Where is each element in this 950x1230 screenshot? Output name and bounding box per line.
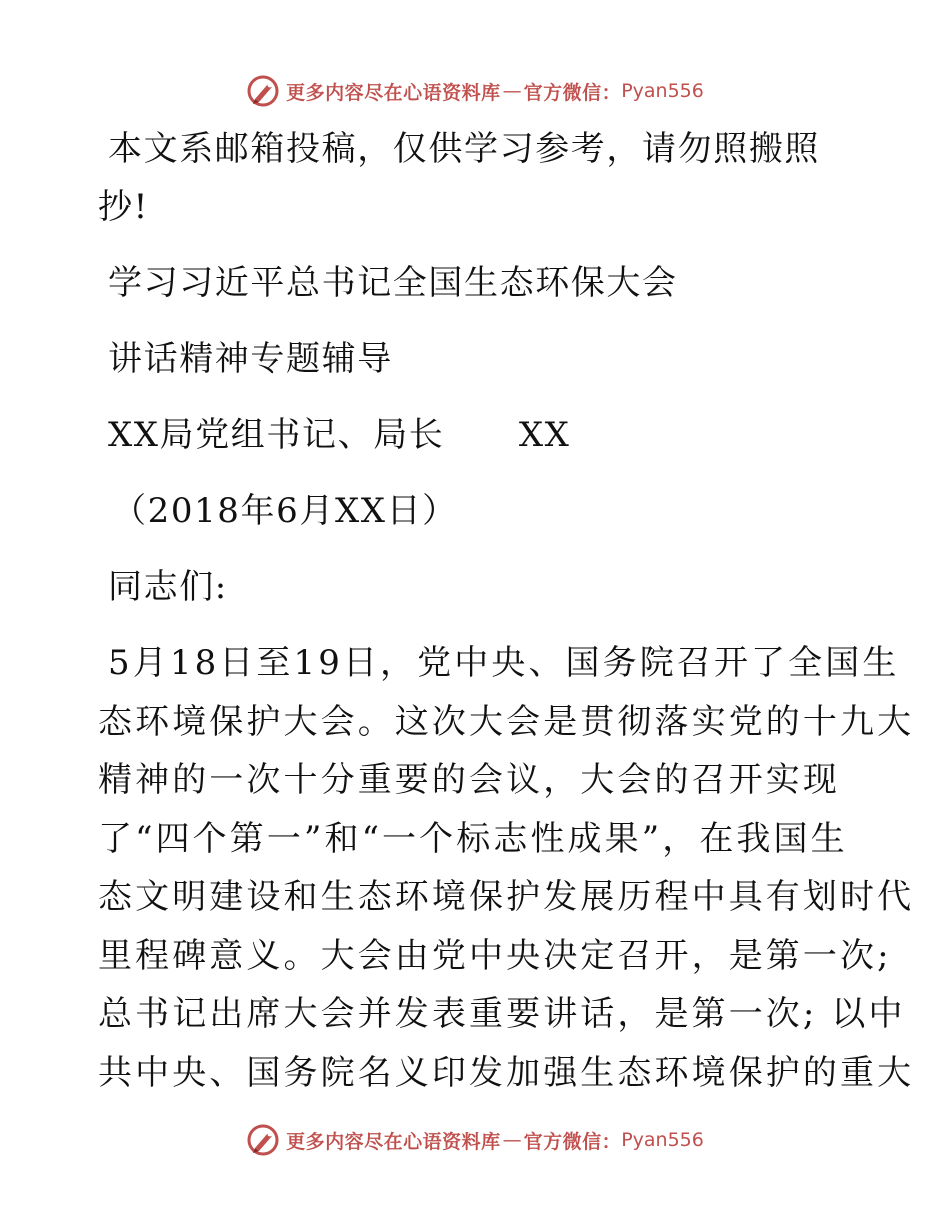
title-line-2: 讲话精神专题辅导 [108, 339, 393, 379]
title-line-1: 学习习近平总书记全国生态环保大会 [108, 263, 678, 303]
body-line: 共中央、国务院名义印发加强生态环境保护的重大 [98, 1052, 915, 1093]
pen-logo-icon [246, 74, 280, 108]
body-line: 总书记出席大会并发表重要讲话，是第一次; 以中 [98, 994, 906, 1034]
body-line: 态文明建设和生态环境保护发展历程中具有划时代 [98, 877, 915, 917]
banner-dash: — [502, 80, 522, 102]
body-line: 精神的一次十分重要的会议，大会的召开实现 [98, 760, 840, 800]
banner-handle: Pyan556 [621, 1129, 704, 1151]
body-line: 5月18日至19日，党中央、国务院召开了全国生 [108, 643, 900, 683]
body-line: 里程碑意义。大会由党中央决定召开，是第一次; [98, 935, 892, 976]
banner-suffix: 官方微信： [523, 1130, 622, 1153]
banner-text: 更多内容尽在心语资料库 [286, 1130, 501, 1153]
banner-handle: Pyan556 [621, 80, 704, 102]
greeting-line: 同志们: [108, 567, 228, 607]
notice-line-1: 本文系邮箱投稿，仅供学习参考，请勿照搬照 [108, 129, 820, 169]
date-line: （2018年6月XX日） [112, 491, 458, 531]
footer-watermark-banner [0, 1120, 950, 1160]
banner-dash: — [502, 1129, 522, 1151]
pen-logo-icon [246, 1123, 280, 1157]
body-paragraph [98, 634, 915, 1102]
banner-text: 更多内容尽在心语资料库 [286, 81, 501, 104]
author-line: XX局党组书记、局长 XX [108, 415, 571, 455]
body-line: 态环境保护大会。这次大会是贯彻落实党的十九大 [98, 701, 915, 742]
body-line: 了“四个第一”和“一个标志性成果”，在我国生 [98, 818, 848, 859]
notice-line-2: 抄! [98, 187, 149, 227]
header-watermark-banner [0, 71, 950, 111]
banner-suffix: 官方微信： [523, 81, 622, 104]
document-body [98, 120, 915, 1102]
